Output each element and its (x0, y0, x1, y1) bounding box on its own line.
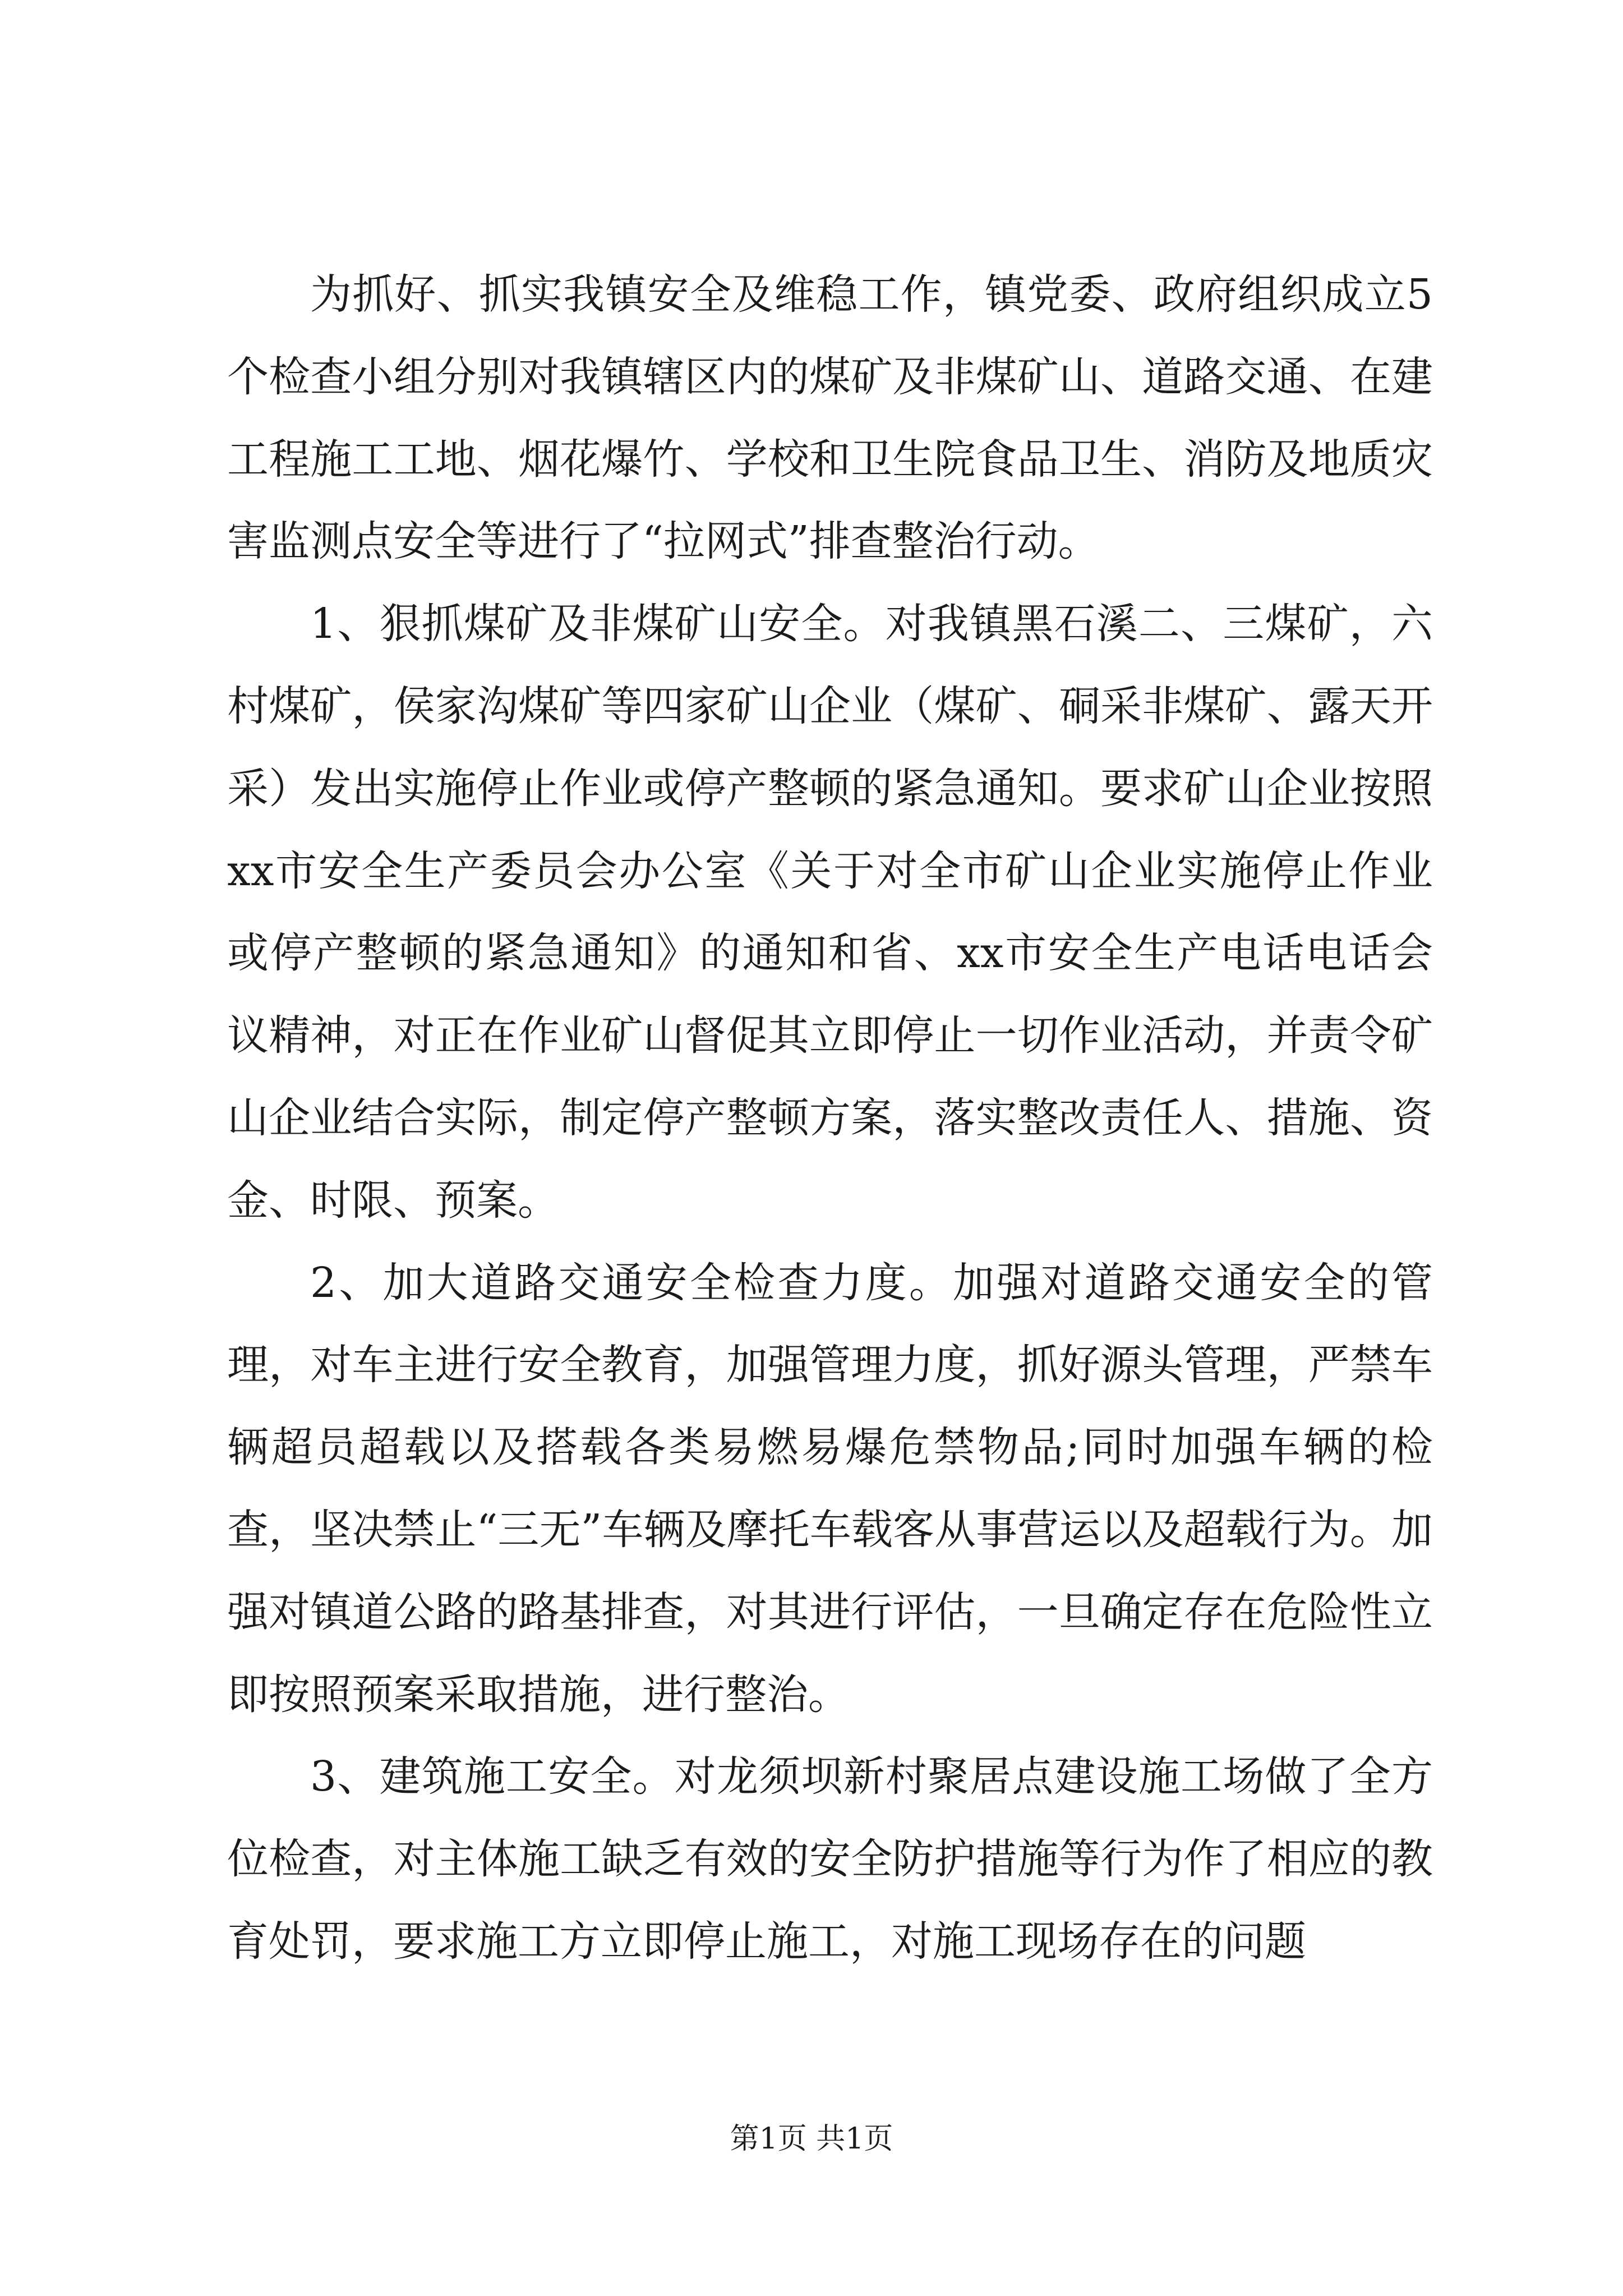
document-body (227, 254, 1433, 1983)
paragraph-mine-safety: 1、狠抓煤矿及非煤矿山安全。对我镇黑石溪二、三煤矿，六村煤矿，侯家沟煤矿等四家矿山企业（煤矿、硐采非煤矿、露天开采）发出实施停止作业或停产整顿的紧急通知。要求矿山企业按照xx市安全生产委员会办公室《关于对全市矿山企业实施停止作业或停产整顿的紧急通知》的通知和省、xx市安全生产电话电话会议精神，对正在作业矿山督促其立即停止一切作业活动，并责令矿山企业结合实际，制定停产整顿方案，落实整改责任人、措施、资金、时限、预案。 (227, 600, 1433, 1225)
page-footer: 第1页 共1页 (730, 2122, 893, 2156)
paragraph-intro: 为抓好、抓实我镇安全及维稳工作，镇党委、政府组织成立5个检查小组分别对我镇辖区内的煤矿及非煤矿山、道路交通、在建工程施工工地、烟花爆竹、学校和卫生院食品卫生、消防及地质灾害监测点安全等进行了“拉网式”排查整治行动。 (227, 270, 1433, 566)
paragraph-construction-safety: 3、建筑施工安全。对龙须坝新村聚居点建设施工场做了全方位检查，对主体施工缺乏有效的安全防护措施等行为作了相应的教育处罚，要求施工方立即停止施工，对施工现场存在的问题 (227, 1752, 1433, 1966)
paragraph-road-safety: 2、加大道路交通安全检查力度。加强对道路交通安全的管理，对车主进行安全教育，加强管理力度，抓好源头管理，严禁车辆超员超载以及搭载各类易燃易爆危禁物品;同时加强车辆的检查，坚决禁止“三无”车辆及摩托车载客从事营运以及超载行为。加强对镇道公路的路基排查，对其进行评估，一旦确定存在危险性立即按照预案采取措施，进行整治。 (227, 1258, 1433, 1719)
